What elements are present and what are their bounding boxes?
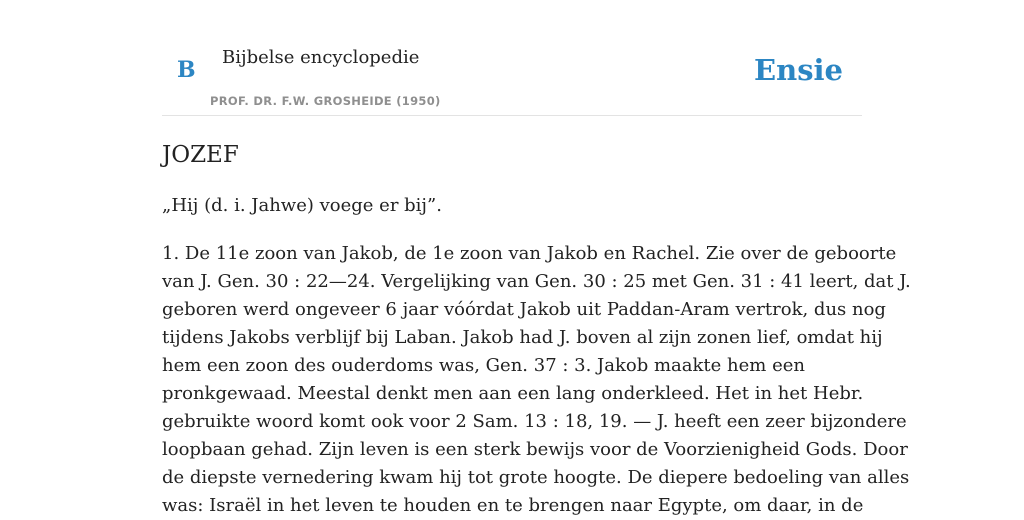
entry-body-line: gebruikte woord komt ook voor 2 Sam. 13 : 18, 19. — J. heeft een zeer bijzondere [162, 411, 907, 432]
entry-body-line: de diepste vernedering kwam hij tot grote hoogte. De diepere bedoeling van alles [162, 467, 910, 488]
page [162, 0, 911, 516]
entry-body-line: geboren werd ongeveer 6 jaar vóórdat Jakob uit Paddan-Aram vertrok, dus nog [162, 299, 886, 320]
entry-body-line: loopbaan gehad. Zijn leven is een sterk bewijs voor de Voorzienigheid Gods. Door [162, 439, 908, 460]
book-title-link[interactable]: Bijbelse encyclopedie [222, 47, 420, 68]
entry-body-line: pronkgewaad. Meestal denkt men aan een lang onderkleed. Het in het Hebr. [162, 383, 864, 404]
entry-body-line: was: Israël in het leven te houden en te brengen naar Egypte, om daar, in de [162, 495, 864, 516]
ensie-logo-link[interactable]: Ensie [754, 53, 843, 87]
entry-title: JOZEF [162, 142, 239, 168]
entry-meaning: „Hij (d. i. Jahwe) voege er bij”. [162, 195, 442, 216]
entry-body-line: tijdens Jakobs verblijf bij Laban. Jakob had J. boven al zijn zonen lief, omdat hij [162, 327, 883, 348]
book-author: PROF. DR. F.W. GROSHEIDE (1950) [210, 94, 441, 108]
book-letter-badge[interactable]: B [177, 57, 196, 83]
entry-body-line: van J. Gen. 30 : 22—24. Vergelijking van Gen. 30 : 25 met Gen. 31 : 41 leert, dat J. [162, 271, 911, 292]
entry-body-line: hem een zoon des ouderdoms was, Gen. 37 : 3. Jakob maakte hem een [162, 355, 805, 376]
entry-body-line: 1. De 11e zoon van Jakob, de 1e zoon van Jakob en Rachel. Zie over de geboorte [162, 243, 897, 264]
page-header [162, 0, 862, 116]
entry-body [162, 240, 911, 520]
